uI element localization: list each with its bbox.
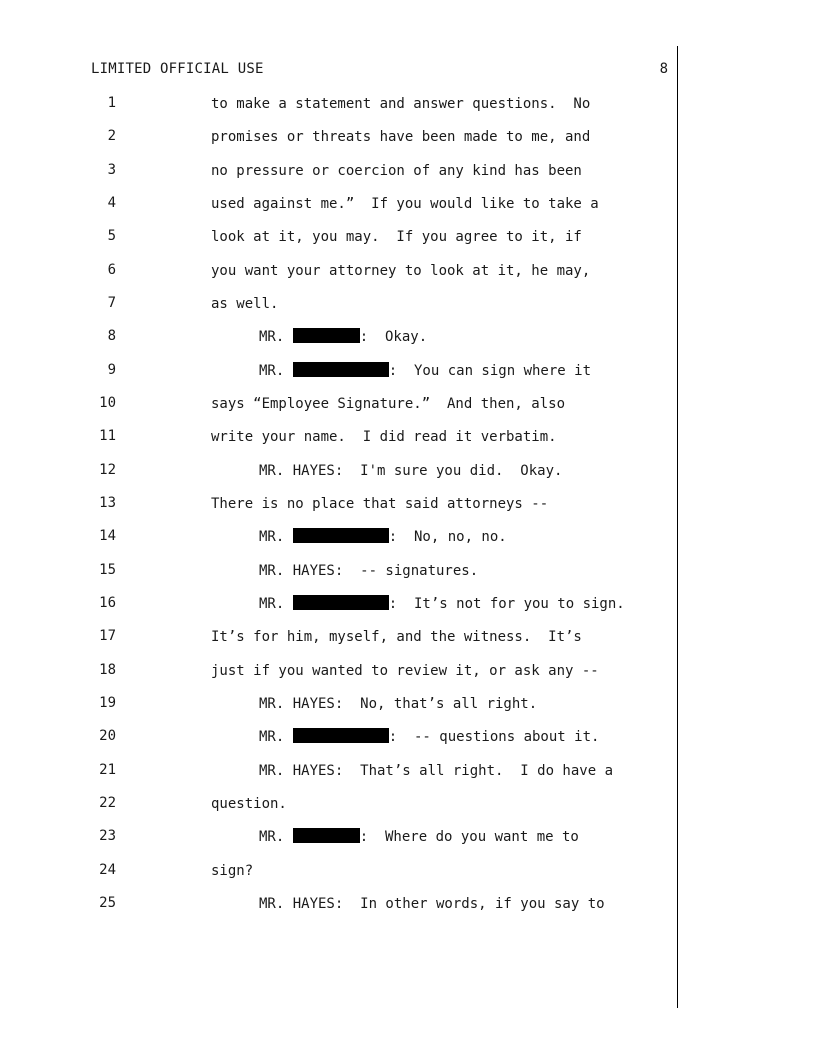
line-text [259, 362, 591, 380]
line-number: 25 [99, 895, 116, 911]
speaker-remark: : No, no, no. [388, 529, 507, 545]
transcript-line [0, 628, 816, 652]
redaction-box [293, 328, 360, 343]
line-text [259, 595, 625, 613]
line-text: MR. HAYES: In other words, if you say to [259, 896, 605, 912]
line-number: 11 [99, 428, 116, 444]
transcript-line [0, 228, 816, 252]
transcript-line [0, 195, 816, 219]
line-text [259, 528, 507, 546]
transcript-line [0, 795, 816, 819]
line-number: 4 [107, 195, 116, 211]
transcript-line [0, 295, 816, 319]
transcript-line [0, 128, 816, 152]
line-number: 19 [99, 695, 116, 711]
line-number: 3 [107, 162, 116, 178]
speaker-remark: : -- questions about it. [388, 729, 600, 745]
line-number: 7 [107, 295, 116, 311]
transcript-line [0, 595, 816, 619]
speaker-prefix: MR. [259, 529, 293, 545]
transcript-line [0, 562, 816, 586]
line-text: look at it, you may. If you agree to it, if [211, 229, 582, 245]
transcript-line [0, 462, 816, 486]
line-number: 14 [99, 528, 116, 544]
line-text: There is no place that said attorneys -- [211, 496, 549, 512]
line-text: as well. [211, 296, 279, 312]
redaction-box [293, 728, 389, 743]
redaction-box [293, 828, 360, 843]
line-number: 8 [107, 328, 116, 344]
line-number: 23 [99, 828, 116, 844]
line-number: 22 [99, 795, 116, 811]
transcript-line [0, 262, 816, 286]
line-number: 13 [99, 495, 116, 511]
line-text: says “Employee Signature.” And then, also [211, 396, 566, 412]
speaker-prefix: MR. [259, 729, 293, 745]
line-text: promises or threats have been made to me, and [211, 129, 591, 145]
line-text [259, 728, 599, 746]
transcript-line [0, 828, 816, 852]
line-text: MR. HAYES: That’s all right. I do have a [259, 763, 614, 779]
line-text: to make a statement and answer questions. No [211, 96, 591, 112]
line-text: used against me.” If you would like to take a [211, 196, 599, 212]
redaction-box [293, 595, 389, 610]
line-number: 6 [107, 262, 116, 278]
transcript-line [0, 662, 816, 686]
line-text: write your name. I did read it verbatim. [211, 429, 557, 445]
speaker-prefix: MR. [259, 829, 293, 845]
speaker-prefix: MR. [259, 596, 293, 612]
transcript-line [0, 895, 816, 919]
redaction-box [293, 528, 389, 543]
line-number: 15 [99, 562, 116, 578]
transcript-line [0, 728, 816, 752]
line-text: you want your attorney to look at it, he may, [211, 263, 591, 279]
transcript-line [0, 95, 816, 119]
transcript-line [0, 428, 816, 452]
line-number: 17 [99, 628, 116, 644]
line-text: sign? [211, 863, 254, 879]
line-text [259, 328, 427, 346]
transcript-line [0, 162, 816, 186]
line-text: MR. HAYES: No, that’s all right. [259, 696, 538, 712]
line-number: 5 [107, 228, 116, 244]
transcript-line [0, 528, 816, 552]
line-text: question. [211, 796, 287, 812]
speaker-prefix: MR. [259, 329, 293, 345]
speaker-prefix: MR. [259, 363, 293, 379]
line-number: 10 [99, 395, 116, 411]
line-number: 1 [107, 95, 116, 111]
speaker-remark: : Okay. [359, 329, 428, 345]
classification-header: LIMITED OFFICIAL USE [91, 61, 264, 77]
line-text: just if you wanted to review it, or ask any -- [211, 663, 599, 679]
line-text: no pressure or coercion of any kind has been [211, 163, 582, 179]
speaker-remark: : Where do you want me to [359, 829, 579, 845]
line-text [259, 828, 579, 846]
line-number: 18 [99, 662, 116, 678]
transcript-line [0, 762, 816, 786]
transcript-line [0, 362, 816, 386]
redaction-box [293, 362, 389, 377]
line-number: 20 [99, 728, 116, 744]
transcript-line [0, 395, 816, 419]
speaker-remark: : You can sign where it [388, 363, 592, 379]
line-number: 16 [99, 595, 116, 611]
transcript-line [0, 695, 816, 719]
line-number: 12 [99, 462, 116, 478]
transcript-line [0, 495, 816, 519]
transcript-line [0, 328, 816, 352]
line-number: 24 [99, 862, 116, 878]
line-number: 9 [107, 362, 116, 378]
page-number: 8 [659, 61, 668, 77]
line-number: 2 [107, 128, 116, 144]
speaker-remark: : It’s not for you to sign. [388, 596, 625, 612]
line-text: MR. HAYES: -- signatures. [259, 563, 479, 579]
transcript-line [0, 862, 816, 886]
line-text: MR. HAYES: I'm sure you did. Okay. [259, 463, 563, 479]
line-text: It’s for him, myself, and the witness. It’s [211, 629, 582, 645]
line-number: 21 [99, 762, 116, 778]
